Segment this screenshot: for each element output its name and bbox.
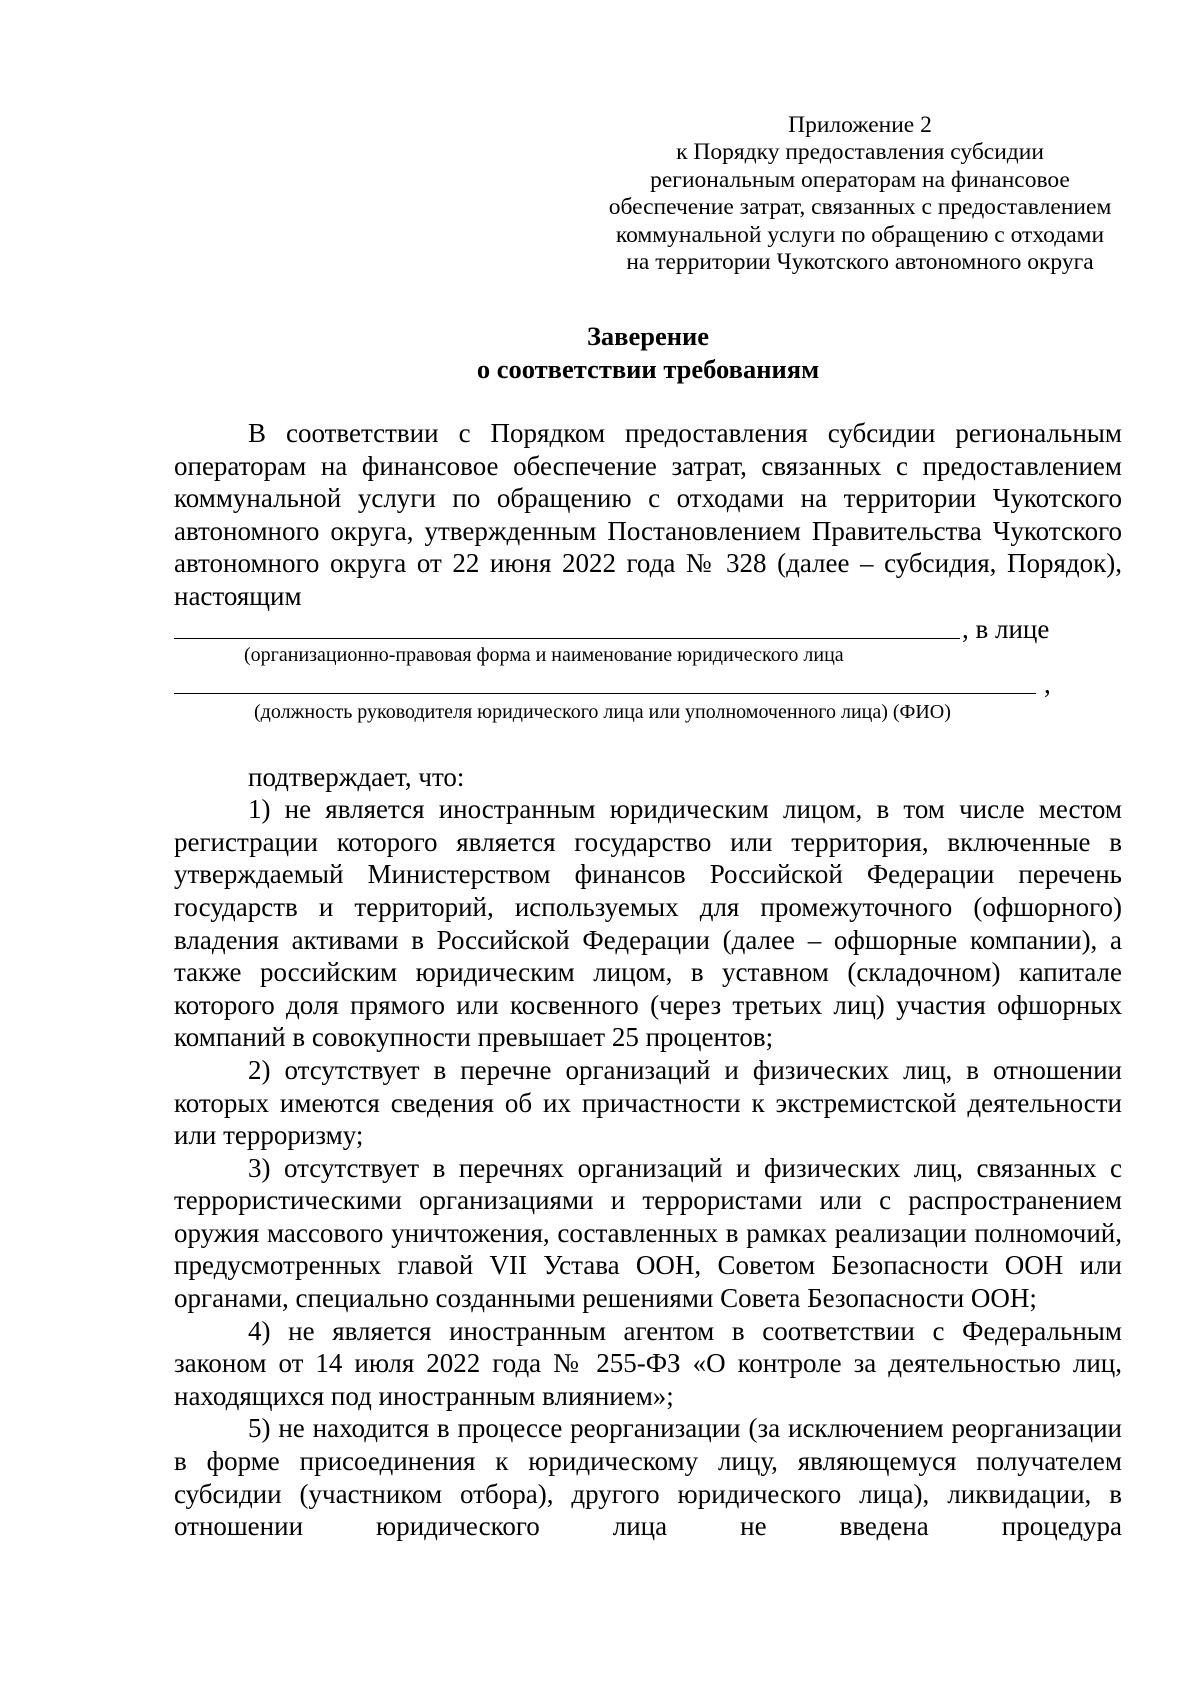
condition-item-1: 1) не является иностранным юридическим лицом, в том числе местом регистрации которого является государство или территория, включенные в утверждаемый Министерством финансов Российской Федерации перечень государств и территорий, используемых для промежуточного (офшорного) владения активами в Российской Федерации (далее – офшорные компании), а также российским юридическим лицом, в уставном (складочном) капитале которого доля прямого или косвенного (через третьих лиц) участия офшорных компаний в совокупности превышает 25 процентов; xyxy=(174,794,1122,1053)
confirms-line: подтверждает, что: xyxy=(248,761,465,792)
condition-item-2: 2) отсутствует в перечне организаций и физических лиц, в отношении которых имеются сведения об их причастности к экстремистской деятельности или терроризму; xyxy=(174,1054,1122,1151)
person-field-suffix: , xyxy=(1044,668,1051,699)
appendix-line: коммунальной услуги по обращению с отходами xyxy=(615,221,1105,248)
appendix-line: к Порядку предоставления субсидии xyxy=(676,139,1044,166)
appendix-header xyxy=(560,112,1160,276)
person-field xyxy=(174,668,1122,701)
title-line-2: о соответствии требованиям xyxy=(476,354,820,384)
appendix-line: Приложение 2 xyxy=(788,112,932,138)
condition-item-3: 3) отсутствует в перечнях организаций и физических лиц, связанных с террористическими организациями и террористами или с распространением оружия массового уничтожения, составленных в рамках реализации полномочий, предусмотренных главой VII Устава ООН, Советом Безопасности ООН или органами, специально созданными решениями Совета Безопасности ООН; xyxy=(174,1152,1122,1314)
appendix-line: на территории Чукотского автономного округа xyxy=(626,249,1094,276)
title-line-1: Заверение xyxy=(586,321,710,351)
org-field-caption: (организационно-правовая форма и наименование юридического лица xyxy=(244,643,844,666)
appendix-line: региональным операторам на финансовое xyxy=(650,166,1070,193)
org-name-field xyxy=(174,613,1122,646)
person-underline xyxy=(174,693,1036,694)
org-name-underline xyxy=(174,638,960,639)
intro-paragraph: В соответствии с Порядком предоставления субсидии региональным операторам на финансовое обеспечение затрат, связанных с предоставлением коммунальной услуги по обращению с отходами на территории Чукотского автономного округа, утвержденным Постановлением Правительства Чукотского автономного округа от 22 июня 2022 года № 328 (далее – субсидия, Порядок), настоящим xyxy=(174,418,1122,611)
appendix-line: обеспечение затрат, связанных с предоставлением xyxy=(608,194,1112,221)
condition-item-5: 5) не находится в процессе реорганизации (за исключением реорганизации в форме присоединения к юридическому лицу, являющемуся получателем субсидии (участником отбора), другого юридического лица), ликвидации, в отношении юридического лица не введена процедура xyxy=(174,1413,1122,1542)
org-field-suffix: , в лице xyxy=(962,613,1050,644)
document-body xyxy=(174,417,1122,1543)
condition-item-4: 4) не является иностранным агентом в соответствии с Федеральным законом от 14 июля 2022 года № 255-ФЗ «О контроле за деятельностью лиц, находящихся под иностранным влиянием»; xyxy=(174,1315,1122,1411)
document-title xyxy=(174,320,1122,386)
person-field-caption: (должность руководителя юридического лица или уполномоченного лица) (ФИО) xyxy=(254,700,951,723)
